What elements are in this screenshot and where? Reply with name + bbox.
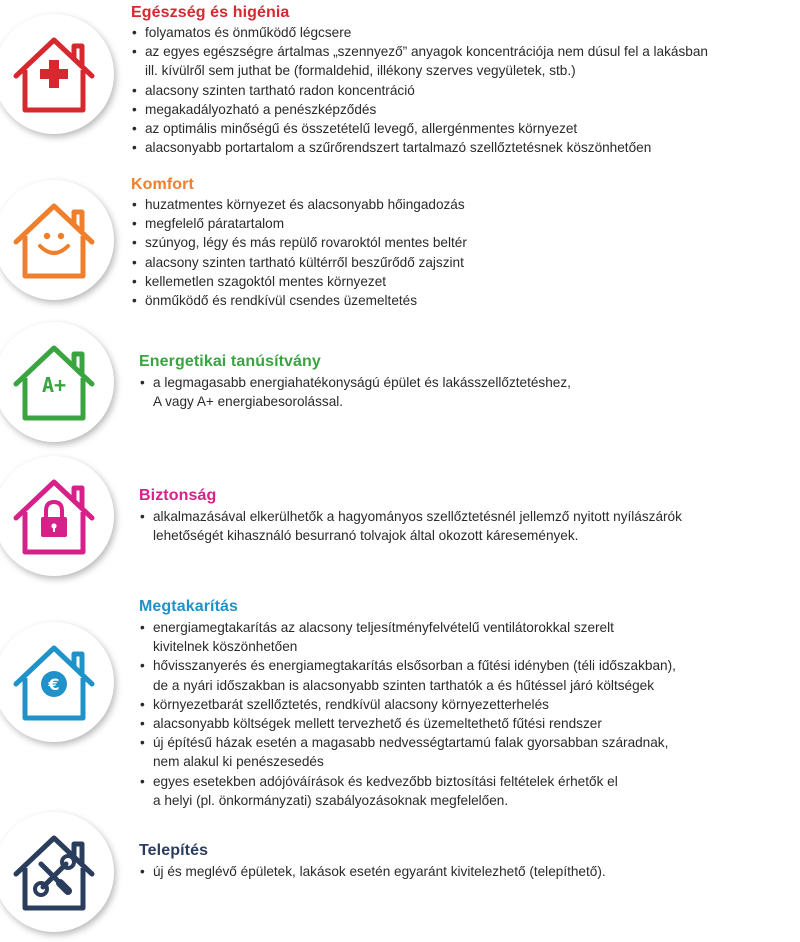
section-title-energy: Energetikai tanúsítvány bbox=[139, 353, 321, 370]
health-icon-circle bbox=[0, 14, 114, 134]
list-item: • új építésű házak esetén a magasabb nedvességtartamú falak gyorsabban száradnak, nem alakul ki penészesedés bbox=[139, 733, 676, 771]
energy-icon-circle bbox=[0, 322, 114, 442]
list-item: • megakadályozható a penészképződés bbox=[131, 100, 708, 119]
comfort-list bbox=[131, 195, 467, 310]
saving-list bbox=[139, 618, 676, 810]
list-item: • önműködő és rendkívül csendes üzemeltetés bbox=[131, 291, 467, 310]
health-list bbox=[131, 23, 708, 157]
list-item: • szúnyog, légy és más repülő rovaroktól mentes beltér bbox=[131, 233, 467, 252]
house-padlock-icon bbox=[0, 456, 114, 576]
list-item: • a legmagasabb energiahatékonyságú épület és lakásszellőztetéshez, A vagy A+ energiabesorolással. bbox=[139, 373, 571, 411]
list-item: • alacsonyabb költségek mellett tervezhető és üzemeltethető fűtési rendszer bbox=[139, 714, 676, 733]
security-icon-circle bbox=[0, 456, 114, 576]
list-item: • alkalmazásával elkerülhetők a hagyományos szellőztetésnél jellemző nyitott nyílászárók lehetőségét kihasználó besurranó tolvajok által okozott káresemények. bbox=[139, 507, 682, 545]
list-item: • hővisszanyerés és energiamegtakarítás elsősorban a fűtési idényben (téli időszakban), de a nyári időszakban is alacsonyabb szinten tarthatók a és hűtéssel járó költségek bbox=[139, 656, 676, 694]
list-item: • egyes esetekben adójóváírások és kedvezőbb biztosítási feltételek érhetők el a helyi (pl. önkormányzati) szabályozásoknak megfelelően. bbox=[139, 772, 676, 810]
house-tools-icon bbox=[0, 812, 114, 932]
list-item: • folyamatos és önműködő légcsere bbox=[131, 23, 708, 42]
section-title-security: Biztonság bbox=[139, 487, 217, 504]
list-item: • az egyes egészségre ártalmas „szennyező” anyagok koncentrációja nem dúsul fel a lakásban ill. kívülről sem juthat be (formaldehid, illékony szerves vegyületek, stb.) bbox=[131, 42, 708, 80]
list-item: • új és meglévő épületek, lakások esetén egyaránt kivitelezhető (telepíthető). bbox=[139, 862, 606, 881]
comfort-icon-circle bbox=[0, 180, 114, 300]
install-icon-circle bbox=[0, 812, 114, 932]
section-title-comfort: Komfort bbox=[131, 176, 194, 193]
section-title-health: Egészség és higénia bbox=[131, 4, 290, 21]
house-energy-rating-icon bbox=[0, 322, 114, 442]
list-item: • környezetbarát szellőztetés, rendkívül alacsony környezetterhelés bbox=[139, 695, 676, 714]
list-item: • energiamegtakarítás az alacsony teljesítményfelvételű ventilátorokkal szerelt kivitelnek köszönhetően bbox=[139, 618, 676, 656]
house-euro-coin-icon bbox=[0, 622, 114, 742]
list-item: • az optimális minőségű és összetételű levegő, allergénmentes környezet bbox=[131, 119, 708, 138]
list-item: • megfelelő páratartalom bbox=[131, 214, 467, 233]
energy-list bbox=[139, 373, 571, 411]
list-item: • alacsony szinten tartható kültérről beszűrődő zajszint bbox=[131, 253, 467, 272]
house-medical-cross-icon bbox=[0, 14, 114, 134]
install-list bbox=[139, 862, 606, 881]
section-title-saving: Megtakarítás bbox=[139, 598, 239, 615]
list-item: • alacsony szinten tartható radon koncentráció bbox=[131, 81, 708, 100]
energy-rating-label: A+ bbox=[41, 373, 67, 397]
euro-symbol: € bbox=[48, 675, 60, 694]
section-title-install: Telepítés bbox=[139, 842, 209, 859]
list-item: • huzatmentes környezet és alacsonyabb hőingadozás bbox=[131, 195, 467, 214]
list-item: • kellemetlen szagoktól mentes környezet bbox=[131, 272, 467, 291]
security-list bbox=[139, 507, 682, 545]
saving-icon-circle bbox=[0, 622, 114, 742]
house-smiley-icon bbox=[0, 180, 114, 300]
list-item: • alacsonyabb portartalom a szűrőrendszert tartalmazó szellőztetésnek köszönhetően bbox=[131, 138, 708, 157]
